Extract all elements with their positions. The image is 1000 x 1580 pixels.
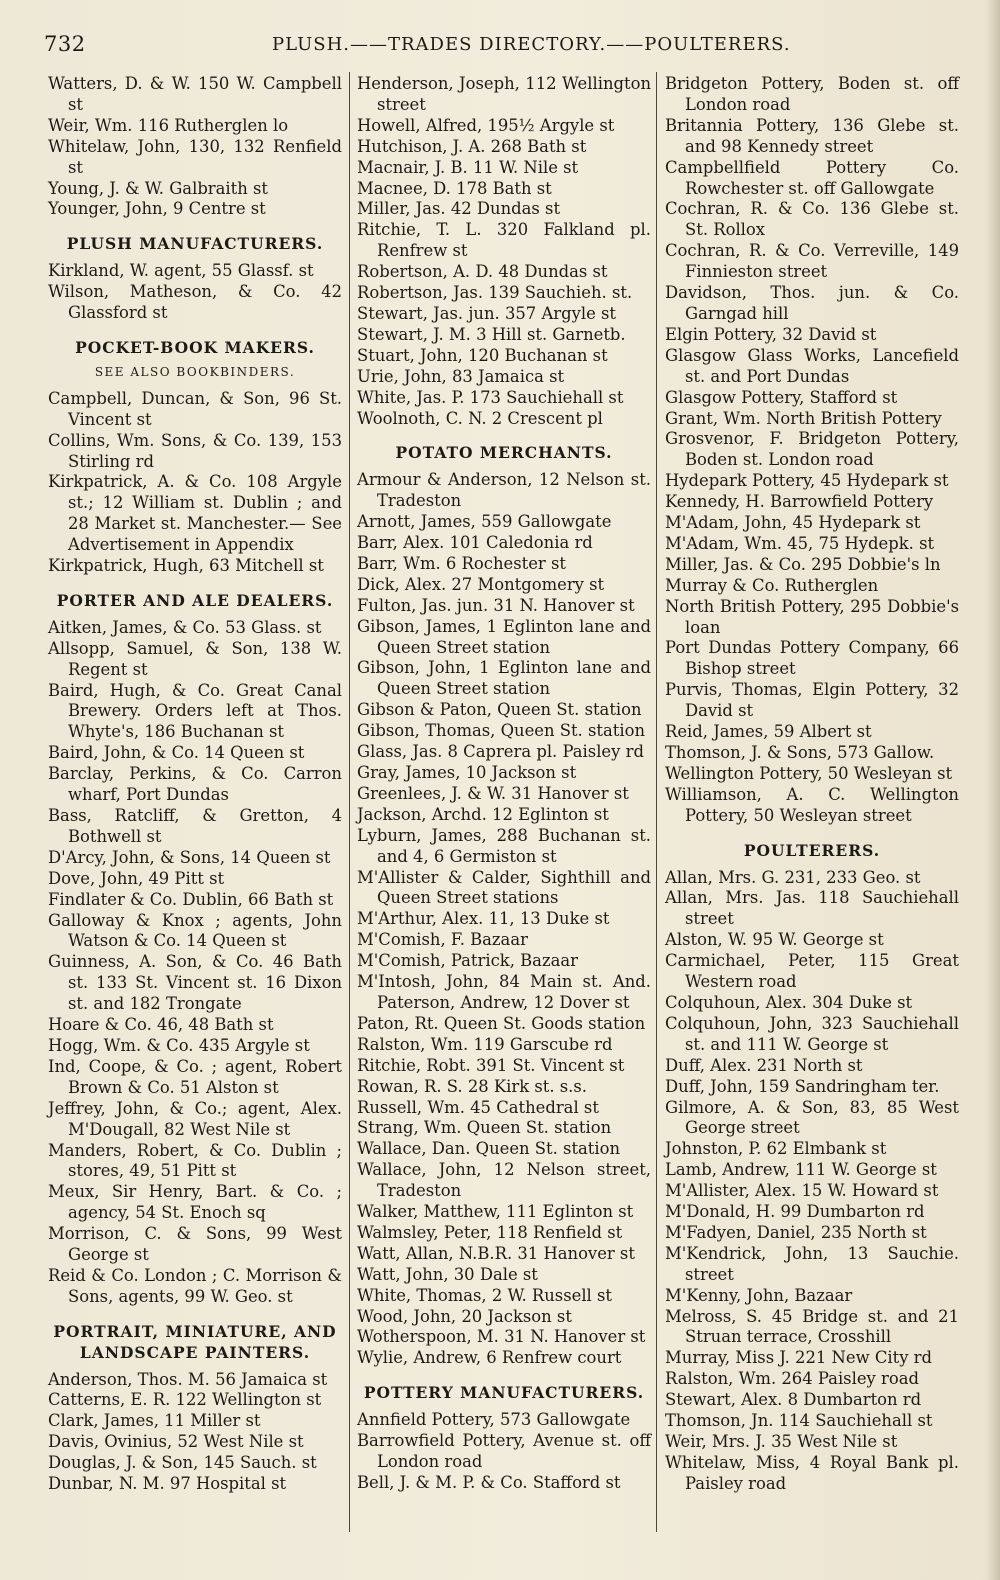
directory-entry: Wotherspoon, M. 31 N. Hanover st [357,1327,646,1347]
directory-entry: M'Donald, H. 99 Dumbarton rd [665,1202,925,1222]
directory-entry: Collins, Wm. Sons, & Co. 139, 153 Stirling rd [48,430,342,471]
section-subheading: SEE ALSO BOOKBINDERS. [94,364,296,379]
section-heading: POULTERERS. [743,840,881,860]
directory-entry: Fulton, Jas. jun. 31 N. Hanover st [357,595,635,615]
directory-entry: Wilson, Matheson, & Co. 42 Glassford st [48,282,342,323]
section-heading: POTTERY MANUFACTURERS. [363,1383,645,1403]
directory-entry: Ind, Coope, & Co. ; agent, Robert Brown & Co. 51 Alston st [48,1056,342,1097]
directory-entry: Watters, D. & W. 150 W. Campbell st [48,74,342,114]
directory-section [665,74,959,827]
running-header [44,30,974,60]
directory-entry: Younger, John, 9 Centre st [48,199,266,219]
directory-entry: Carmichael, Peter, 115 Great Western road [665,951,959,992]
directory-entry: Strang, Wm. Queen St. station [357,1118,612,1138]
directory-entry: Dick, Alex. 27 Montgomery st [357,574,605,594]
directory-entry: North British Pottery, 295 Dobbie's loan [665,596,959,637]
directory-entry: Whitelaw, John, 130, 132 Renfield st [48,136,342,177]
directory-entry: Campbell, Duncan, & Son, 96 St. Vincent st [48,388,342,429]
directory-entry: Williamson, A. C. Wellington Pottery, 50 Wesleyan street [665,784,959,825]
directory-entry: White, Thomas, 2 W. Russell st [357,1285,613,1305]
directory-entry: Grant, Wm. North British Pottery [665,408,942,428]
directory-entry: Britannia Pottery, 136 Glebe st. and 98 Kennedy street [665,115,959,156]
directory-entry: M'Arthur, Alex. 11, 13 Duke st [357,909,610,929]
directory-entry: Findlater & Co. Dublin, 66 Bath st [48,889,334,909]
directory-entry: Rowan, R. S. 28 Kirk st. s.s. [357,1076,588,1096]
directory-entry: Allan, Mrs. Jas. 118 Sauchiehall street [665,888,959,929]
directory-entry: Grosvenor, F. Bridgeton Pottery, Boden st. London road [665,429,959,470]
directory-entry: D'Arcy, John, & Sons, 14 Queen st [48,847,331,867]
directory-entry: M'Kenny, John, Bazaar [665,1285,853,1305]
directory-entry: M'Comish, Patrick, Bazaar [357,951,578,971]
directory-entry: Alston, W. 95 W. George st [665,930,884,950]
directory-section [48,591,342,1308]
directory-entry: Barr, Wm. 6 Rochester st [357,553,566,573]
column-2 [357,74,651,1494]
directory-entry: White, Jas. P. 173 Sauchiehall st [357,387,624,407]
directory-entry: Miller, Jas. & Co. 295 Dobbie's ln [665,554,941,574]
directory-entry: Walker, Matthew, 111 Eglinton st [357,1202,634,1222]
directory-entry: M'Adam, Wm. 45, 75 Hydepk. st [665,533,935,553]
directory-entry: Hogg, Wm. & Co. 435 Argyle st [48,1035,310,1055]
directory-entry: Urie, John, 83 Jamaica st [357,366,565,386]
directory-entry: Kirkpatrick, A. & Co. 108 Argyle st.; 12 William st. Dublin ; and 28 Market st. Manchester.— See Advertisement in Appendix [48,472,342,555]
section-heading: POCKET-BOOK MAKERS. [75,337,315,357]
directory-entry: Henderson, Joseph, 112 Wellington street [357,74,651,114]
directory-entry: Baird, Hugh, & Co. Great Canal Brewery. Orders left at Thos. Whyte's, 186 Buchanan st [48,680,342,742]
directory-entry: Wallace, John, 12 Nelson street, Tradeston [357,1160,651,1201]
directory-entry: M'Fadyen, Daniel, 235 North st [665,1222,927,1242]
column-1 [48,74,342,1495]
directory-entry: Campbellfield Pottery Co. Rowchester st. off Gallowgate [665,157,959,198]
directory-entry: Lyburn, James, 288 Buchanan st. and 4, 6 Germiston st [357,825,651,866]
directory-entry: Weir, Mrs. J. 35 West Nile st [665,1432,898,1451]
directory-entry: M'Allister, Alex. 15 W. Howard st [665,1181,939,1201]
directory-entry: Aitken, James, & Co. 53 Glass. st [48,617,322,637]
directory-entry: Anderson, Thos. M. 56 Jamaica st [48,1369,328,1389]
page-number: 732 [44,32,86,56]
directory-entry: Allan, Mrs. G. 231, 233 Geo. st [665,867,921,887]
directory-entry: Howell, Alfred, 195½ Argyle st [357,115,615,135]
section-heading: PORTRAIT, MINIATURE, AND LANDSCAPE PAINTERS. [53,1321,337,1362]
page-edge-shadow [986,0,1000,1580]
directory-entry: Douglas, J. & Son, 145 Sauch. st [48,1453,317,1473]
directory-entry: Melross, S. 45 Bridge st. and 21 Struan terrace, Crosshill [665,1306,959,1347]
directory-entry: Galloway & Knox ; agents, John Watson & Co. 14 Queen st [48,910,342,951]
directory-entry: Ralston, Wm. 264 Paisley road [665,1369,919,1389]
directory-entry: Davidson, Thos. jun. & Co. Garngad hill [665,283,959,323]
directory-entry: Baird, John, & Co. 14 Queen st [48,743,305,763]
directory-section [48,234,342,324]
directory-entry: Gibson, James, 1 Eglinton lane and Queen Street station [357,616,651,657]
directory-entry: Watt, John, 30 Dale st [357,1264,538,1284]
directory-entry: Watt, Allan, N.B.R. 31 Hanover st [357,1243,635,1263]
directory-entry: Duff, Alex. 231 North st [665,1055,863,1075]
directory-entry: Kennedy, H. Barrowfield Pottery [665,492,934,512]
directory-entry: Greenlees, J. & W. 31 Hanover st [357,783,629,803]
directory-section [48,338,342,577]
directory-entry: Whitelaw, Miss, 4 Royal Bank pl. Paisley road [665,1452,959,1493]
directory-entry: Ritchie, T. L. 320 Falkland pl. Renfrew st [357,220,651,261]
directory-entry: Reid, James, 59 Albert st [665,722,872,742]
directory-entry: Stewart, Jas. jun. 357 Argyle st [357,303,617,323]
directory-entry: Gibson & Paton, Queen St. station [357,700,642,720]
directory-entry: Colquhoun, Alex. 304 Duke st [665,992,913,1012]
directory-entry: Morrison, C. & Sons, 99 West George st [48,1224,342,1265]
directory-entry: Russell, Wm. 45 Cathedral st [357,1097,599,1117]
directory-entry: Gray, James, 10 Jackson st [357,763,577,782]
directory-entry: Stewart, J. M. 3 Hill st. Garnetb. [357,324,626,344]
directory-entry: Barclay, Perkins, & Co. Carron wharf, Port Dundas [48,764,342,805]
running-title: PLUSH.——TRADES DIRECTORY.——POULTERERS. [272,34,791,55]
directory-entry: Murray & Co. Rutherglen [665,575,879,595]
section-heading: PLUSH MANUFACTURERS. [66,234,324,254]
directory-entry: Hydepark Pottery, 45 Hydepark st [665,471,949,491]
directory-entry: Glasgow Glass Works, Lancefield st. and Port Dundas [665,345,959,386]
directory-entry: Ralston, Wm. 119 Garscube rd [357,1034,613,1054]
directory-entry: M'Allister & Calder, Sighthill and Queen Street stations [357,867,651,908]
directory-entry: Guinness, A. Son, & Co. 46 Bath st. 133 St. Vincent st. 16 Dixon st. and 182 Trongate [48,952,342,1014]
directory-entry: Cochran, R. & Co. 136 Glebe st. St. Rollox [665,199,959,240]
directory-entry: Kirkpatrick, Hugh, 63 Mitchell st [48,556,324,576]
directory-entry: Dunbar, N. M. 97 Hospital st [48,1474,287,1494]
directory-entry: Cochran, R. & Co. Verreville, 149 Finnieston street [665,241,959,282]
directory-entry: Colquhoun, John, 323 Sauchiehall st. and 111 W. George st [665,1013,959,1054]
directory-entry: Hoare & Co. 46, 48 Bath st [48,1015,274,1035]
directory-entry: Reid & Co. London ; C. Morrison & Sons, agents, 99 W. Geo. st [48,1265,342,1306]
directory-entry: Lamb, Andrew, 111 W. George st [665,1160,937,1180]
directory-entry: Purvis, Thomas, Elgin Pottery, 32 David st [665,680,959,721]
directory-entry: Robertson, Jas. 139 Sauchieh. st. [357,283,633,303]
directory-entry: Elgin Pottery, 32 David st [665,324,877,344]
directory-entry: Arnott, James, 559 Gallowgate [357,512,612,532]
directory-entry: Wellington Pottery, 50 Wesleyan st [665,763,953,783]
directory-entry: Stuart, John, 120 Buchanan st [357,345,608,365]
directory-entry: Macnair, J. B. 11 W. Nile st [357,157,579,177]
directory-entry: M'Kendrick, John, 13 Sauchie. street [665,1243,959,1284]
section-heading: POTATO MERCHANTS. [395,443,613,463]
column-3 [665,74,959,1495]
directory-entry: Allsopp, Samuel, & Son, 138 W. Regent st [48,638,342,679]
directory-entry: Bridgeton Pottery, Boden st. off London road [665,74,959,114]
directory-entry: Wylie, Andrew, 6 Renfrew court [357,1348,622,1368]
directory-entry: Davis, Ovinius, 52 West Nile st [48,1432,304,1452]
directory-section [665,841,959,1495]
directory-entry: Woolnoth, C. N. 2 Crescent pl [357,408,603,428]
directory-entry: M'Comish, F. Bazaar [357,930,528,950]
directory-entry: Gibson, John, 1 Eglinton lane and Queen Street station [357,658,651,699]
directory-entry: Hutchison, J. A. 268 Bath st [357,136,587,156]
directory-entry: Johnston, P. 62 Elmbank st [665,1139,887,1159]
column-rule [656,72,657,1532]
directory-entry: Annfield Pottery, 573 Gallowgate [357,1410,631,1430]
directory-entry: Thomson, Jn. 114 Sauchiehall st [665,1411,933,1431]
directory-entry: Stewart, Alex. 8 Dumbarton rd [665,1390,922,1410]
column-rule [349,72,350,1532]
directory-entry: Port Dundas Pottery Company, 66 Bishop street [665,638,959,679]
directory-entry: Jeffrey, John, & Co.; agent, Alex. M'Dougall, 82 West Nile st [48,1098,342,1139]
directory-entry: Bass, Ratcliff, & Gretton, 4 Bothwell st [48,806,342,846]
directory-section [357,443,651,1369]
directory-entry: Wood, John, 20 Jackson st [357,1306,572,1326]
directory-entry: Glasgow Pottery, Stafford st [665,387,898,407]
directory-entry: Weir, Wm. 116 Rutherglen lo [48,115,289,135]
directory-entry: Gibson, Thomas, Queen St. station [357,721,646,741]
directory-entry: Bell, J. & M. P. & Co. Stafford st [357,1472,621,1492]
directory-section [48,1322,342,1495]
directory-entry: Armour & Anderson, 12 Nelson st. Tradeston [357,470,651,511]
directory-entry: Duff, John, 159 Sandringham ter. [665,1076,940,1096]
directory-entry: Robertson, A. D. 48 Dundas st [357,262,608,282]
directory-entry: Catterns, E. R. 122 Wellington st [48,1390,322,1410]
directory-entry: Wallace, Dan. Queen St. station [357,1139,621,1159]
directory-section [357,74,651,429]
directory-entry: Jackson, Archd. 12 Eglinton st [357,804,609,824]
directory-entry: Barr, Alex. 101 Caledonia rd [357,533,593,553]
directory-entry: Kirkland, W. agent, 55 Glassf. st [48,261,314,281]
directory-entry: Dove, John, 49 Pitt st [48,868,225,888]
directory-entry: Gilmore, A. & Son, 83, 85 West George street [665,1097,959,1138]
directory-section [48,74,342,220]
directory-entry: Murray, Miss J. 221 New City rd [665,1348,933,1368]
directory-entry: Barrowfield Pottery, Avenue st. off London road [357,1431,651,1471]
directory-entry: M'Adam, John, 45 Hydepark st [665,513,921,533]
directory-entry: Paton, Rt. Queen St. Goods station [357,1013,646,1033]
directory-entry: Thomson, J. & Sons, 573 Gallow. [665,743,935,762]
directory-entry: Clark, James, 11 Miller st [48,1411,261,1431]
directory-entry: Meux, Sir Henry, Bart. & Co. ; agency, 54 St. Enoch sq [48,1182,342,1223]
section-heading: PORTER AND ALE DEALERS. [56,590,334,610]
directory-entry: Macnee, D. 178 Bath st [357,178,552,198]
directory-entry: Ritchie, Robt. 391 St. Vincent st [357,1055,625,1075]
directory-entry: Glass, Jas. 8 Caprera pl. Paisley rd [357,742,644,762]
directory-entry: Miller, Jas. 42 Dundas st [357,199,561,219]
directory-entry: Young, J. & W. Galbraith st [48,178,269,198]
directory-entry: M'Intosh, John, 84 Main st. And. Paterson, Andrew, 12 Dover st [357,972,651,1012]
directory-section [357,1383,651,1494]
directory-entry: Walmsley, Peter, 118 Renfield st [357,1222,623,1242]
directory-entry: Manders, Robert, & Co. Dublin ; stores, 49, 51 Pitt st [48,1140,342,1181]
